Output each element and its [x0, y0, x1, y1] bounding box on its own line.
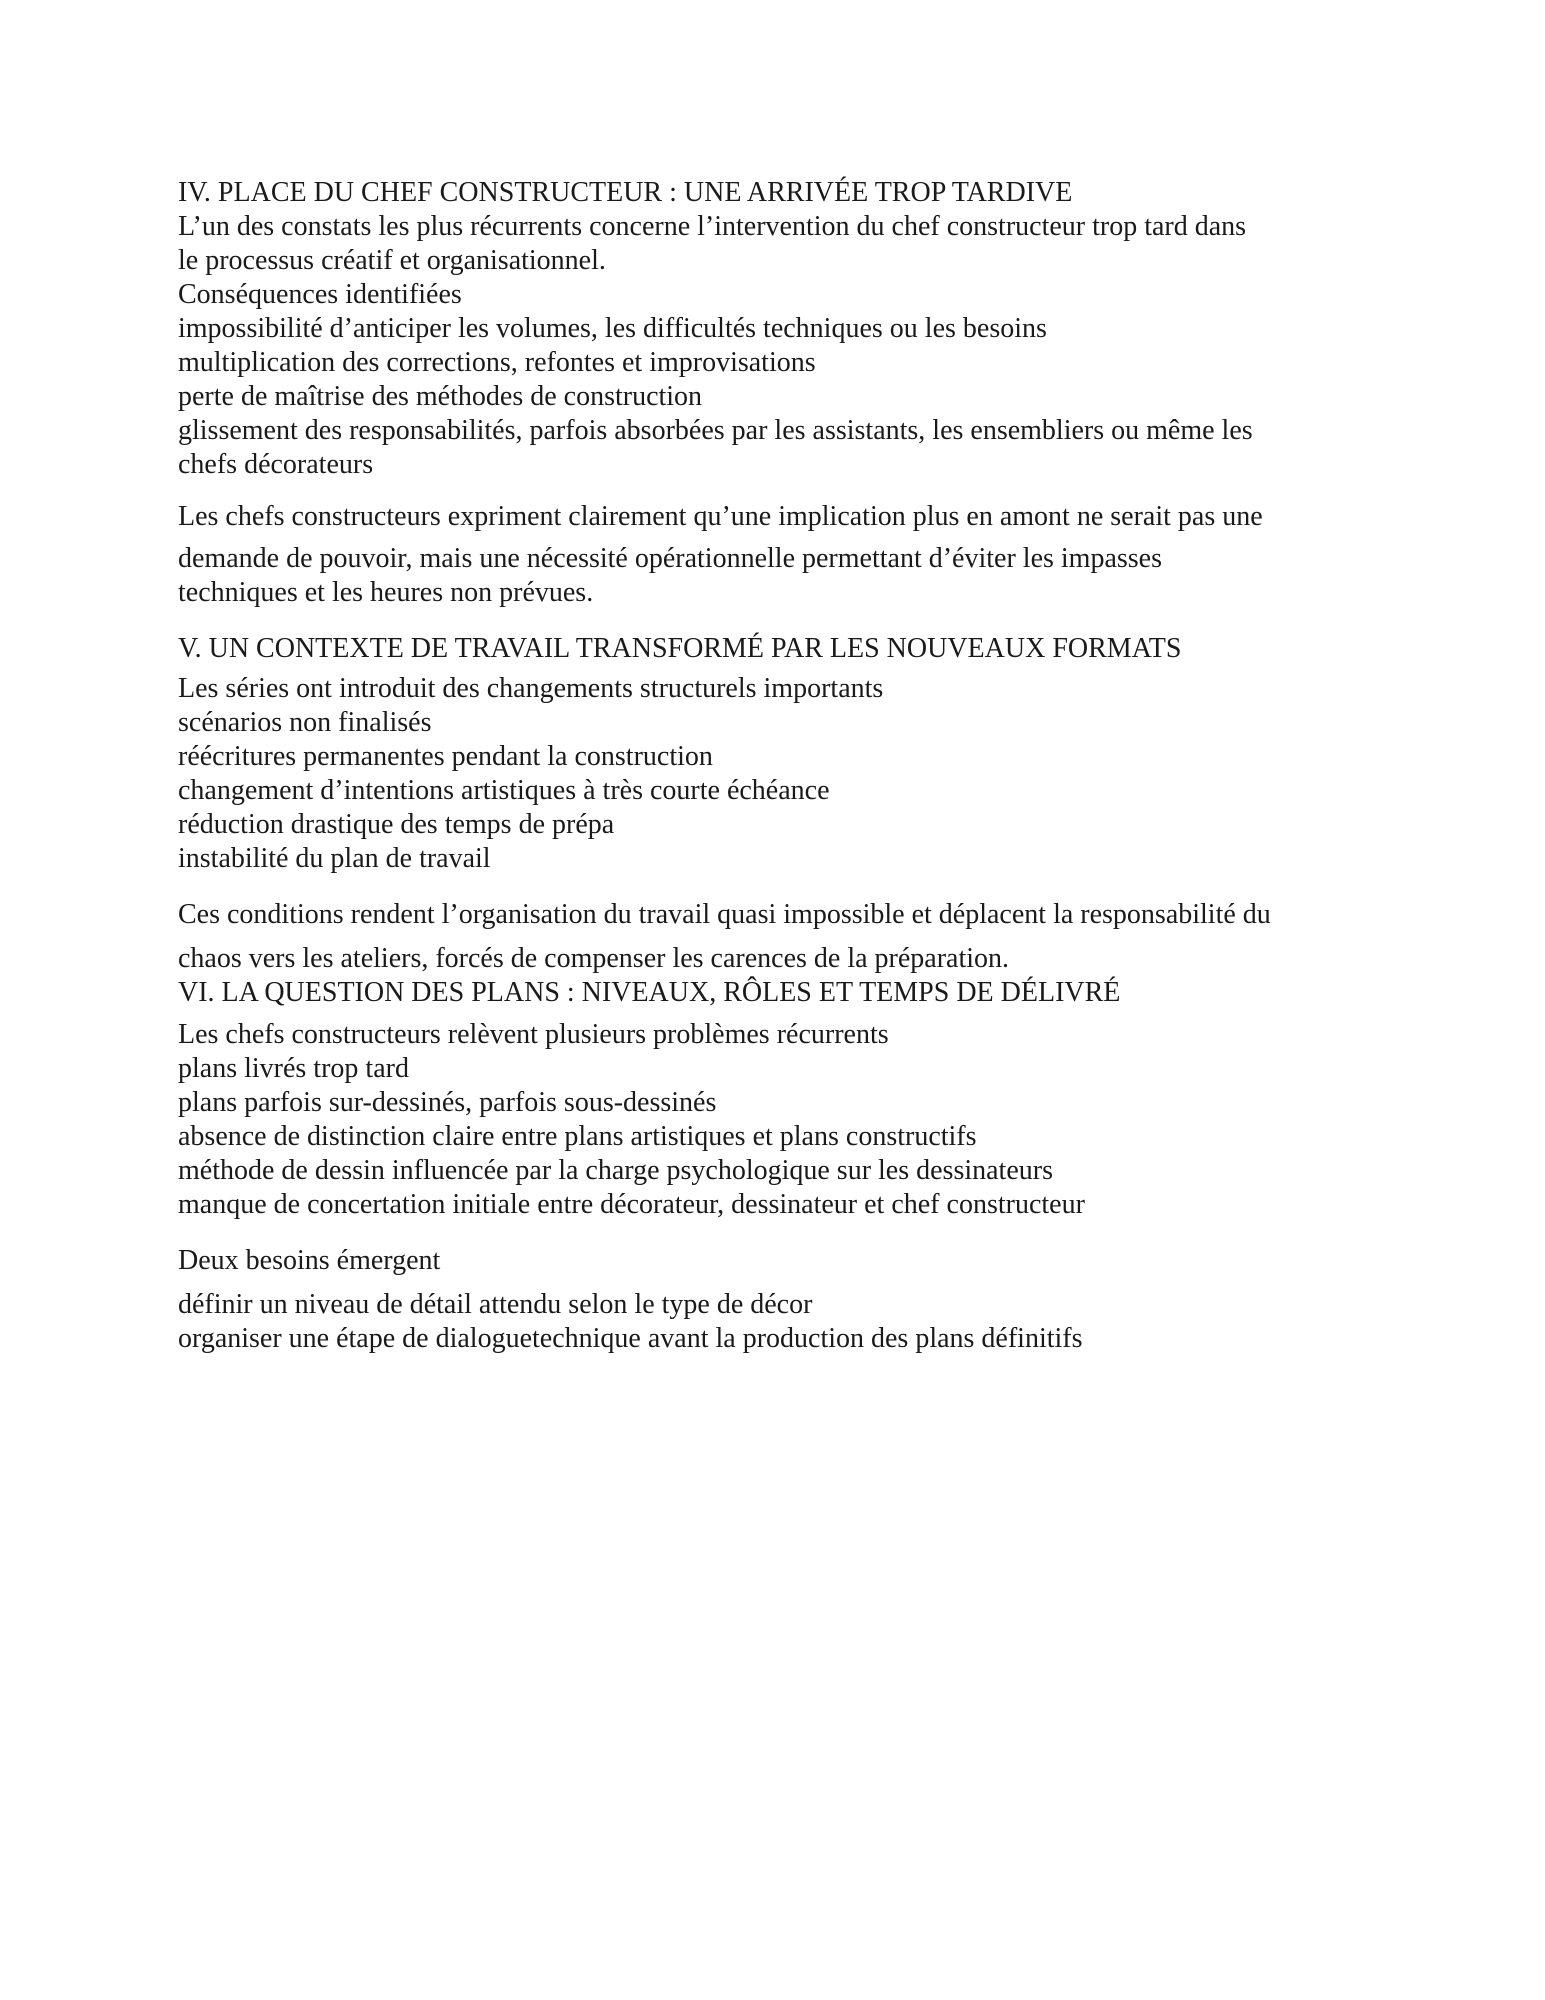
list-item: manque de concertation initiale entre décorateur, dessinateur et chef constructeur — [178, 1189, 1085, 1220]
section-vi-intro: Les chefs constructeurs relèvent plusieurs problèmes récurrents — [178, 1019, 889, 1050]
list-item: plans livrés trop tard — [178, 1053, 409, 1084]
list-item: réécritures permanentes pendant la construction — [178, 741, 713, 772]
document-page — [178, 176, 1378, 1356]
section-iv-intro-line-1: L’un des constats les plus récurrents concerne l’intervention du chef constructeur trop tard dans — [178, 211, 1247, 242]
list-item: changement d’intentions artistiques à très courte échéance — [178, 775, 830, 806]
section-heading-iv: IV. PLACE DU CHEF CONSTRUCTEUR : UNE ARRIVÉE TROP TARDIVE — [178, 177, 1073, 208]
needs-label: Deux besoins émergent — [178, 1245, 441, 1276]
list-item: chefs décorateurs — [178, 449, 374, 480]
consequences-label: Conséquences identifiées — [178, 279, 462, 310]
list-item: perte de maîtrise des méthodes de construction — [178, 381, 703, 412]
spacer — [178, 876, 1378, 898]
section-iv-intro-line-2: le processus créatif et organisationnel. — [178, 245, 606, 276]
section-v-intro: Les séries ont introduit des changements structurels importants — [178, 673, 884, 704]
list-item: méthode de dessin influencée par la charge psychologique sur les dessinateurs — [178, 1155, 1053, 1186]
list-item: multiplication des corrections, refontes et improvisations — [178, 347, 816, 378]
list-item: réduction drastique des temps de prépa — [178, 809, 615, 840]
list-item: scénarios non finalisés — [178, 707, 432, 738]
spacer — [178, 610, 1378, 632]
spacer — [178, 482, 1378, 500]
list-item: plans parfois sur-dessinés, parfois sous-dessinés — [178, 1087, 717, 1118]
list-item: glissement des responsabilités, parfois absorbées par les assistants, les ensembliers ou même les — [178, 415, 1253, 446]
list-item: définir un niveau de détail attendu selon le type de décor — [178, 1289, 813, 1320]
section-iv-paragraph-line-1: Les chefs constructeurs expriment clairement qu’une implication plus en amont ne serait pas une — [178, 501, 1263, 532]
section-v-paragraph-line-2: chaos vers les ateliers, forcés de compenser les carences de la préparation. — [178, 943, 1010, 974]
section-heading-v: V. UN CONTEXTE DE TRAVAIL TRANSFORMÉ PAR LES NOUVEAUX FORMATS — [178, 633, 1182, 664]
section-iv-paragraph-line-3: techniques et les heures non prévues. — [178, 577, 594, 608]
section-iv-paragraph-line-2: demande de pouvoir, mais une nécessité opérationnelle permettant d’éviter les impasses — [178, 543, 1162, 574]
list-item: instabilité du plan de travail — [178, 843, 491, 874]
list-item: absence de distinction claire entre plans artistiques et plans constructifs — [178, 1121, 977, 1152]
list-item: impossibilité d’anticiper les volumes, les difficultés techniques ou les besoins — [178, 313, 1047, 344]
section-heading-vi: VI. LA QUESTION DES PLANS : NIVEAUX, RÔLES ET TEMPS DE DÉLIVRÉ — [178, 977, 1121, 1008]
spacer — [178, 1222, 1378, 1244]
list-item: organiser une étape de dialoguetechnique avant la production des plans définitifs — [178, 1323, 1083, 1354]
section-v-paragraph-line-1: Ces conditions rendent l’organisation du travail quasi impossible et déplacent la responsabilité du — [178, 899, 1271, 930]
